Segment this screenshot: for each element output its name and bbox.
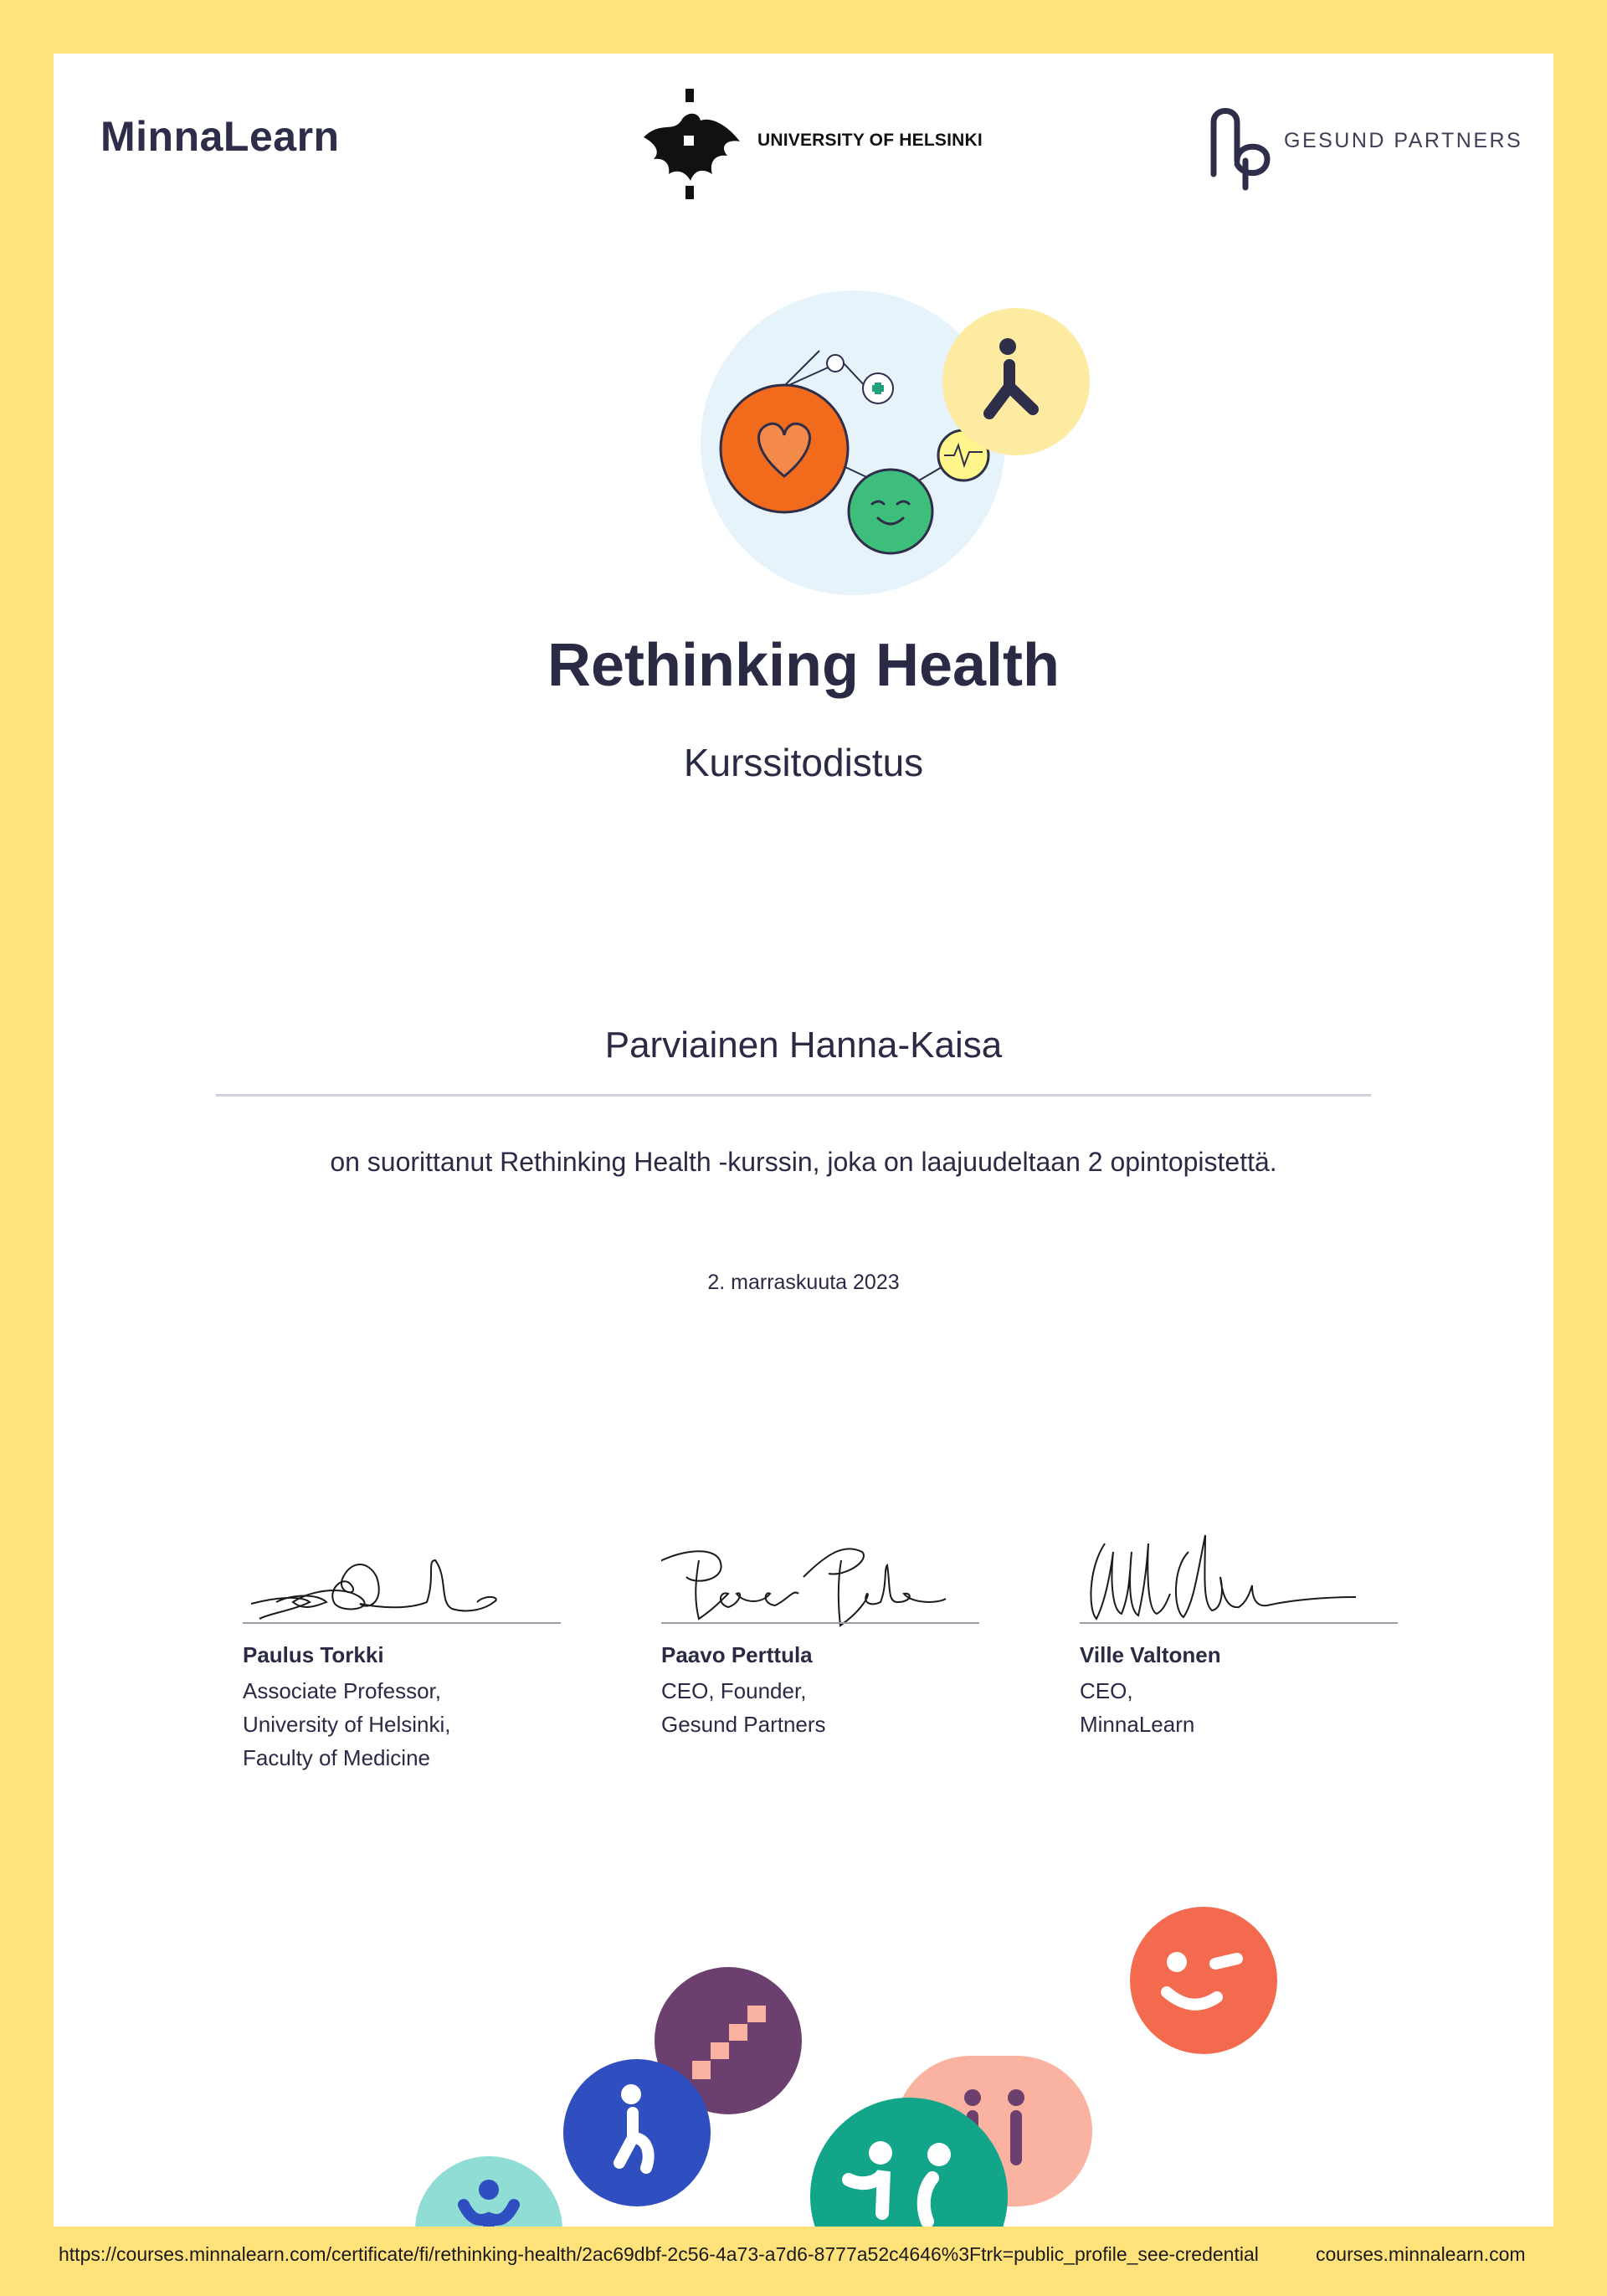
smile-circle	[849, 470, 932, 553]
certificate-url[interactable]: https://courses.minnalearn.com/certificate/fi/rethinking-health/2ac69dbf-2c56-4a73-a7d6-8777a52c4646%3Ftrk=public_profile_see-credential	[59, 2243, 1259, 2265]
health-illustration	[639, 238, 1108, 606]
signature-image	[243, 1510, 561, 1636]
certificate-card	[54, 54, 1553, 2227]
signatory-role-line: Associate Professor,	[243, 1678, 441, 1703]
signature-line	[661, 1622, 979, 1624]
signature-image	[661, 1510, 979, 1636]
university-of-helsinki-logo	[635, 87, 1020, 204]
signatory-role-line: MinnaLearn	[1080, 1712, 1195, 1737]
certificate-subtitle: Kurssitodistus	[683, 741, 924, 784]
signatory-role-line: Faculty of Medicine	[243, 1745, 430, 1770]
signature-line	[243, 1622, 561, 1624]
signatory-name: Ville Valtonen	[1080, 1642, 1221, 1667]
gesund-partners-text: GESUND PARTNERS	[1284, 129, 1523, 152]
signature-line	[1080, 1622, 1398, 1624]
signatory-name: Paulus Torkki	[243, 1642, 384, 1667]
completion-statement: on suorittanut Rethinking Health -kurssin, joka on laajuudeltaan 2 opintopistettä.	[330, 1147, 1277, 1177]
signature-image	[1080, 1510, 1398, 1636]
figure-mint-blob	[415, 2156, 562, 2227]
signatory-role-line: CEO,	[1080, 1678, 1133, 1703]
recipient-name: Parviainen Hanna-Kaisa	[604, 1025, 1003, 1066]
minnalearn-badge	[942, 308, 1090, 455]
wink-face-blob	[1130, 1907, 1277, 2054]
university-of-helsinki-text: UNIVERSITY OF HELSINKI	[757, 131, 983, 150]
gesund-partners-mark-icon	[1204, 99, 1279, 191]
node-circle-icon	[827, 355, 844, 372]
helsinki-flame-icon	[635, 87, 752, 204]
name-divider	[216, 1094, 1371, 1097]
figure-blue-blob	[563, 2059, 711, 2206]
minnalearn-logo	[100, 112, 340, 161]
certificate-date: 2. marraskuuta 2023	[707, 1271, 900, 1294]
decorative-blobs	[54, 1836, 1553, 2227]
signatory-name: Paavo Perttula	[661, 1642, 813, 1667]
signatory-role-line: University of Helsinki,	[243, 1712, 451, 1737]
course-title: Rethinking Health	[547, 632, 1060, 699]
minnalearn-logo-text: MinnaLearn	[100, 113, 340, 160]
signatory-role-line: CEO, Founder,	[661, 1678, 807, 1703]
certificate-host: courses.minnalearn.com	[1316, 2243, 1526, 2265]
signatory-role-line: Gesund Partners	[661, 1712, 826, 1737]
gesund-partners-logo	[1204, 99, 1522, 191]
